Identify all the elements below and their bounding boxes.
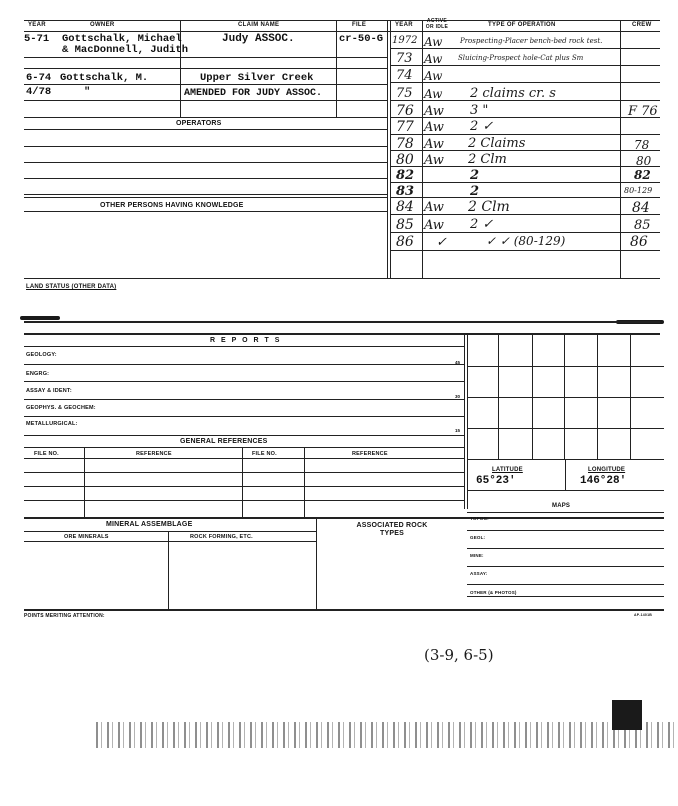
op-year-9: 82 [396, 168, 415, 183]
op-active-13: ✓ [436, 235, 447, 250]
genref-reference-2: REFERENCE [352, 451, 388, 457]
op-type-6: 2 ✓ [470, 119, 494, 134]
col-header-year: YEAR [28, 22, 46, 28]
op-type-7: 2 Claims [468, 136, 526, 151]
op-year-1: 1972 [392, 35, 418, 46]
ore-minerals-label: ORE MINERALS [64, 534, 109, 540]
op-type-10: 2 [470, 184, 480, 199]
col-header-type: TYPE OF OPERATION [488, 22, 556, 28]
land-status-label: LAND STATUS (OTHER DATA) [26, 284, 117, 290]
op-type-9: 2 [470, 168, 480, 183]
claim-name-4: AMENDED FOR JUDY ASSOC. [184, 88, 323, 99]
genref-file-no-2: FILE NO. [252, 451, 277, 457]
op-crew-12: 85 [634, 218, 651, 233]
maps-title: MAPS [552, 503, 571, 509]
op-crew-8: 80 [636, 154, 652, 168]
scale-30: 30 [455, 394, 461, 399]
op-type-12: 2 ✓ [470, 217, 494, 232]
op-type-8: 2 Clm [468, 152, 507, 167]
longitude-label: LONGITUDE [588, 467, 626, 473]
op-type-13: ✓ ✓ (80-129) [486, 234, 566, 248]
op-active-2: Aw [424, 52, 443, 66]
op-year-12: 85 [396, 217, 414, 233]
op-active-3: Aw [424, 69, 443, 83]
form-number: AP-1401B [634, 613, 652, 617]
maps-other: OTHER (& PHOTOS) [470, 590, 517, 595]
genref-file-no-1: FILE NO. [34, 451, 59, 457]
general-references-title: GENERAL REFERENCES [180, 438, 268, 445]
col-header-owner: OWNER [90, 22, 115, 28]
op-year-3: 74 [396, 68, 413, 83]
handwritten-coordinate: (3-9, 6-5) [424, 646, 494, 664]
other-persons-label: OTHER PERSONS HAVING KNOWLEDGE [100, 202, 244, 209]
owner-year-4: 4/78 [26, 86, 52, 98]
op-active-4: Aw [424, 87, 443, 101]
op-active-6: Aw [424, 120, 444, 135]
op-active-11: Aw [424, 200, 444, 215]
op-year-5: 76 [396, 103, 414, 119]
op-active-12: Aw [424, 218, 444, 233]
report-metallurgical: METALLURGICAL: [26, 421, 78, 427]
op-crew-10: 80-129 [624, 186, 653, 195]
report-geology: GEOLOGY: [26, 352, 57, 358]
latitude-value: 65°23' [476, 475, 516, 487]
owner-name-2: & MacDonnell, Judith [62, 44, 189, 56]
op-active-5: Aw [424, 104, 444, 119]
op-year-8: 80 [396, 152, 414, 168]
op-year-7: 78 [396, 136, 414, 152]
op-crew-7: 78 [634, 138, 650, 152]
claim-name-3: Upper Silver Creek [200, 72, 314, 84]
op-year-11: 84 [396, 199, 414, 215]
report-assay: ASSAY & IDENT: [26, 388, 72, 394]
col-header-year-ops: YEAR [395, 22, 413, 28]
op-year-13: 86 [396, 234, 414, 250]
scan-noise-band [96, 722, 676, 748]
genref-reference-1: REFERENCE [136, 451, 172, 457]
op-type-1: Prospecting-Placer bench-bed rock test. [460, 37, 603, 45]
owner-name-3: Gottschalk, M. [60, 72, 149, 84]
maps-assay: ASSAY: [470, 571, 488, 576]
op-crew-11: 84 [632, 200, 650, 216]
op-active-1: Aw [424, 35, 443, 49]
col-header-file: FILE [352, 22, 367, 28]
scale-15: 15 [455, 428, 461, 433]
report-geophys: GEOPHYS. & GEOCHEM: [26, 405, 96, 411]
op-type-4: 2 claims cr. s [470, 86, 556, 101]
rock-forming-label: ROCK FORMING, ETC. [190, 534, 253, 540]
op-active-8: Aw [424, 153, 444, 168]
op-crew-13: 86 [630, 234, 648, 250]
col-header-claim-name: CLAIM NAME [238, 22, 280, 28]
maps-topog: TOPOG: [470, 516, 489, 521]
longitude-value: 146°28' [580, 475, 627, 487]
latitude-label: LATITUDE [492, 467, 523, 473]
op-year-2: 73 [396, 51, 413, 66]
owner-year-1: 5-71 [24, 33, 50, 45]
maps-geol: GEOL: [470, 535, 486, 540]
op-type-11: 2 Clm [468, 199, 510, 215]
file-no-1: cr-50-G [339, 33, 384, 45]
op-type-2: Sluicing-Prospect hole-Cat plus Sm [458, 54, 584, 62]
col-header-active: ACTIVE OR IDLE [425, 18, 449, 30]
claim-name-1: Judy ASSOC. [222, 33, 295, 45]
report-engrg: ENGRG: [26, 371, 50, 377]
operators-label: OPERATORS [176, 120, 222, 127]
owner-name-4: " [84, 86, 91, 98]
mineral-assemblage-title: MINERAL ASSEMBLAGE [106, 521, 193, 528]
op-type-5: 3 " [470, 103, 489, 118]
op-year-6: 77 [396, 119, 414, 135]
scan-smudge [612, 700, 642, 730]
op-year-4: 75 [396, 86, 413, 101]
reports-title: R E P O R T S [210, 337, 282, 344]
associated-rock-types-label: ASSOCIATED ROCK TYPES [356, 522, 428, 537]
owner-year-3: 6-74 [26, 72, 52, 84]
owner-name-1: Gottschalk, Michael [62, 33, 182, 45]
points-meriting-attention-label: POINTS MERITING ATTENTION: [24, 613, 105, 619]
maps-mine: MINE: [470, 553, 484, 558]
op-active-7: Aw [424, 137, 444, 152]
col-header-crew: CREW [632, 22, 652, 28]
scale-45: 45 [455, 360, 461, 365]
op-year-10: 83 [396, 184, 415, 199]
op-crew-9: 82 [634, 168, 651, 182]
op-crew-5: F 76 [628, 104, 658, 119]
